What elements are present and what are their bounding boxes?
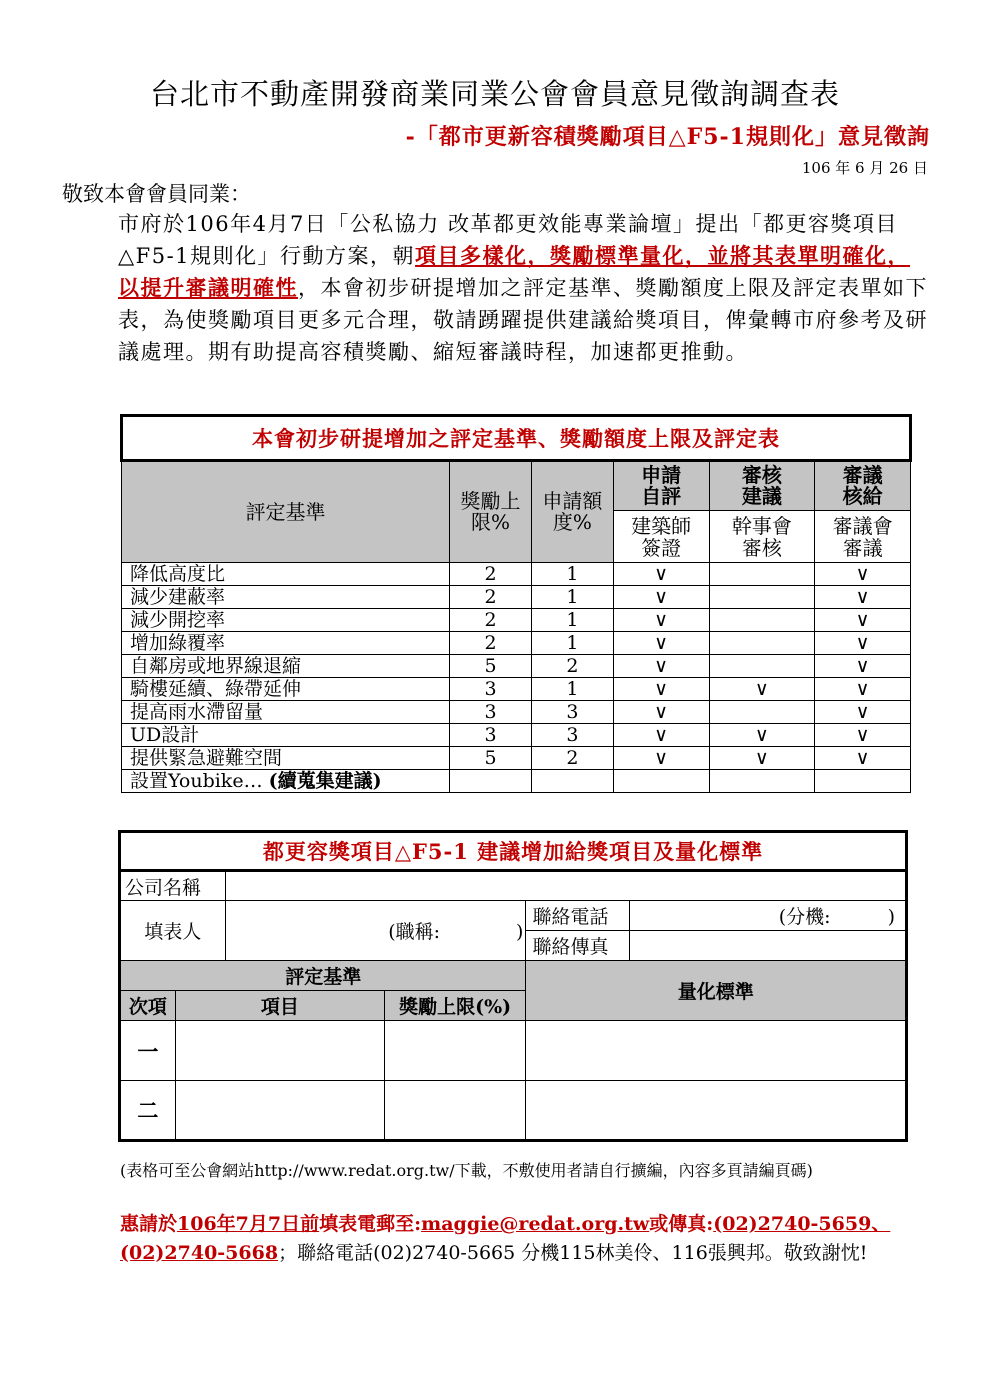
intro-part2: ，本會初步研提增加之評定基準、獎勵額度上限及評定表單如下表，為使獎勵項目更多元合理，敬請踴躍提供建議給獎項目，俾彙轉市府參考及研議處理。期有助提高容積獎勵、縮短審議時程，加速都更推動。 — [118, 276, 928, 364]
suggestion-form-caption: 都更容獎項目△F5-1 建議增加給獎項目及量化標準 — [120, 832, 907, 871]
page-title: 台北市不動產開發商業同業公會會員意見徵詢調查表 — [149, 77, 840, 111]
table-row: 提供緊急避難空間 5 2 ∨ ∨ ∨ — [122, 747, 911, 770]
table-row: 減少開挖率 2 1 ∨ ∨ — [122, 609, 911, 632]
table-row: 一 — [120, 1021, 907, 1081]
fax-numbers: (02)2740-5659、(02)2740-5668 — [120, 1213, 891, 1264]
document-date: 106 年 6 月 26 日 — [801, 159, 928, 177]
header-cap: 獎勵上限% — [450, 461, 532, 563]
item-header: 項目 — [175, 991, 384, 1021]
cap-input[interactable] — [384, 1021, 526, 1081]
footer-instructions: 惠請於106年7月7日前填表電郵至:maggie@redat.org.tw或傳真:(02)2740-5659、(02)2740-5668；聯絡電話(02)2740-5665 分機115林美伶、116張興邦。敬致謝忱! — [120, 1213, 891, 1264]
table-row: 減少建蔽率 2 1 ∨ ∨ — [122, 586, 911, 609]
header-review-sub: 幹事會審核 — [709, 511, 815, 563]
header-council: 審議核給 — [815, 461, 911, 511]
header-apply: 申請額度% — [531, 461, 613, 563]
table-row — [122, 770, 911, 793]
table-row: 二 — [120, 1081, 907, 1141]
item-input[interactable] — [175, 1021, 384, 1081]
suggestion-form — [118, 830, 908, 1142]
fax-input[interactable] — [629, 931, 906, 961]
fax-label: 聯絡傳真 — [526, 931, 630, 961]
company-input[interactable] — [225, 871, 906, 901]
table-row: UD設計 3 3 ∨ ∨ ∨ — [122, 724, 911, 747]
quant-input[interactable] — [526, 1081, 907, 1141]
ext-field: (分機: ) — [778, 906, 895, 928]
filler-label: 填表人 — [120, 901, 226, 961]
header-self: 申請自評 — [613, 461, 709, 511]
cap-header: 獎勵上限(%) — [384, 991, 526, 1021]
page-subtitle: -「都市更新容積獎勵項目△F5-1規則化」意見徵詢 — [405, 124, 930, 150]
intro-part1: 市府於106年4月7日「公私協力 改革都更效能專業論壇」提出「都更容獎項目△F5-1規則化」行動方案，朝 — [118, 212, 898, 268]
salutation: 敬致本會會員同業： — [62, 182, 251, 206]
phone-label: 聯絡電話 — [526, 901, 630, 931]
last-row-note: (續蒐集建議) — [268, 770, 382, 792]
filler-input[interactable] — [225, 901, 526, 961]
criteria-header: 評定基準 — [120, 961, 526, 991]
last-row-name: 設置Youbike… — [130, 770, 263, 792]
header-self-sub: 建築師簽證 — [613, 511, 709, 563]
company-label: 公司名稱 — [120, 871, 226, 901]
table-row: 自鄰房或地界線退縮 5 2 ∨ ∨ — [122, 655, 911, 678]
cap-input[interactable] — [384, 1081, 526, 1141]
item-input[interactable] — [175, 1081, 384, 1141]
intro-paragraph — [118, 208, 930, 368]
phone-input[interactable] — [629, 901, 906, 931]
email-link[interactable]: maggie@redat.org.tw — [421, 1213, 650, 1235]
idx-header: 次項 — [120, 991, 176, 1021]
header-criteria: 評定基準 — [122, 461, 450, 563]
table-row: 增加綠覆率 2 1 ∨ ∨ — [122, 632, 911, 655]
download-note: (表格可至公會網站http://www.redat.org.tw/下載，不敷使用者請自行擴編，內容多頁請編頁碼) — [120, 1161, 813, 1180]
quant-header: 量化標準 — [526, 961, 907, 1021]
criteria-table-caption: 本會初步研提增加之評定基準、獎勵額度上限及評定表 — [122, 416, 911, 461]
header-review: 審核建議 — [709, 461, 815, 511]
table-row: 騎樓延續、綠帶延伸 3 1 ∨ ∨ ∨ — [122, 678, 911, 701]
table-row: 提高雨水滯留量 3 3 ∨ ∨ — [122, 701, 911, 724]
header-council-sub: 審議會審議 — [815, 511, 911, 563]
quant-input[interactable] — [526, 1021, 907, 1081]
criteria-table — [120, 414, 912, 793]
footer-contact: ；聯絡電話(02)2740-5665 分機115林美伶、116張興邦。敬致謝忱! — [278, 1242, 868, 1264]
title-field: (職稱: ) — [388, 921, 524, 943]
table-row: 降低高度比 2 1 ∨ ∨ — [122, 563, 911, 586]
intro-highlight: 項目多樣化，獎勵標準量化，並將其表單明確化，以提升審議明確性 — [118, 243, 911, 300]
